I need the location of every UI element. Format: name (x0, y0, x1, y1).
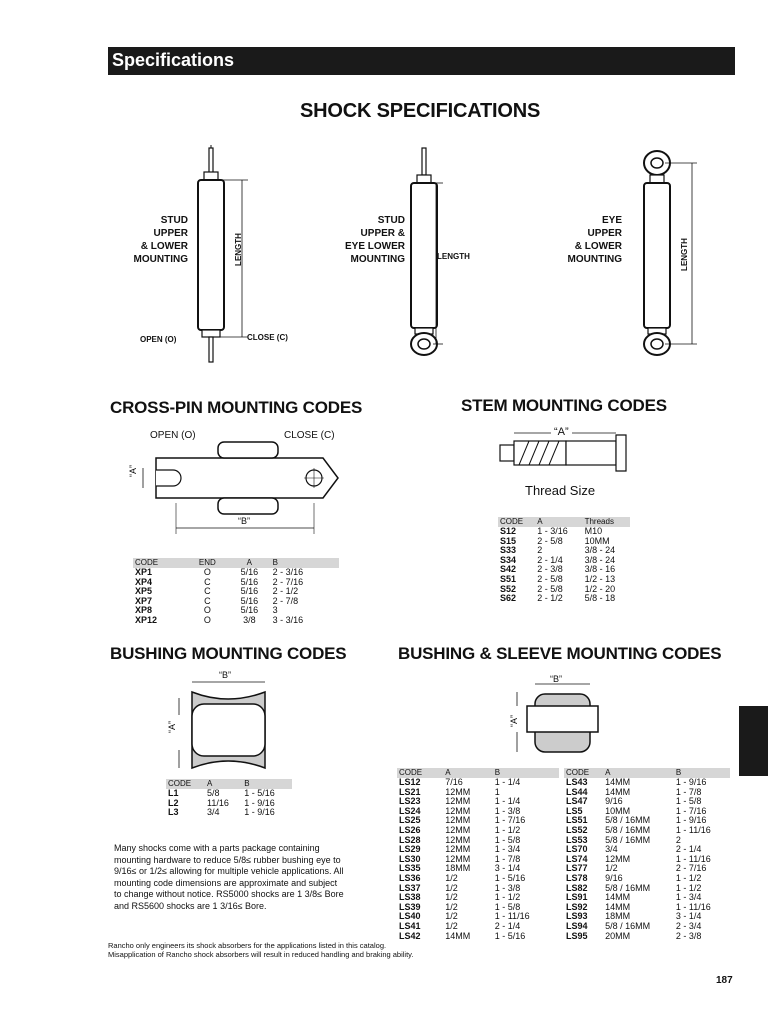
table-cell: 2 - 3/16 (272, 567, 304, 577)
table-cell: S62 (500, 593, 517, 604)
table-cell: 5/16 (240, 576, 259, 587)
table-cell: S15 (500, 535, 517, 546)
table-cell: 1 - 9/16 (675, 815, 707, 826)
table-cell: 1 - 9/16 (244, 797, 275, 808)
bushing-title: BUSHING MOUNTING CODES (110, 644, 347, 663)
table-row (166, 808, 292, 818)
table-row (397, 932, 559, 942)
table-cell: LS52 (566, 824, 588, 835)
table-row (397, 864, 559, 874)
table-cell: 9/16 (605, 796, 623, 807)
thread-size-label: Thread Size (525, 483, 596, 498)
stem-table (498, 517, 630, 604)
table-cell: 5/8 / 16MM (605, 920, 651, 931)
table-row (133, 587, 339, 597)
table-row (564, 864, 730, 874)
table-cell: XP4 (135, 576, 153, 587)
table-cell: LS30 (399, 853, 421, 864)
table-cell: S34 (500, 554, 517, 565)
table-cell: 1 - 3/4 (494, 844, 521, 855)
table-cell: L1 (168, 788, 179, 798)
table-cell: 1 - 11/16 (675, 901, 711, 912)
table-cell: 14MM (605, 901, 631, 912)
table-row (564, 922, 730, 932)
table-cell: O (203, 614, 211, 625)
table-cell: C (204, 576, 211, 587)
table-cell: C (204, 586, 211, 597)
table-row (564, 932, 730, 942)
table-row (397, 874, 559, 884)
table-cell: 1 - 5/16 (494, 872, 526, 883)
table-row (564, 788, 730, 798)
table-cell: 2 - 1/2 (272, 586, 299, 597)
table-cell: 14MM (605, 786, 631, 797)
table-cell: 12MM (445, 824, 471, 835)
table-cell: XP12 (135, 614, 158, 625)
table-cell: LS41 (399, 920, 421, 931)
shock-type-label: STUD UPPER & EYE LOWER MOUNTING (344, 215, 405, 265)
table-row (564, 778, 730, 788)
table-cell: 18MM (605, 911, 631, 922)
table-cell: XP7 (135, 595, 153, 606)
mounting-note: Many shocks come with a parts package containing mounting hardware to reduce 5/8≤ rubber bushing eye to 9/16≤ or 1/2≤ allowing for multiple vehicle applications. All mounting code dimensions are approximate and subject to change without notice. RS5000 shocks are 1 3/8≤ Bore and RS5600 shocks are 1 3/16≤ Bore. (114, 843, 344, 911)
table-cell: LS44 (566, 786, 588, 797)
table-cell: 5/16 (240, 605, 259, 616)
crosspin-a-label: “A” (128, 465, 138, 477)
column-header: CODE (397, 768, 443, 778)
table-cell: 3/4 (605, 844, 618, 855)
table-cell: 2 - 5/8 (537, 573, 563, 584)
table-cell: LS74 (566, 853, 588, 864)
table-cell: 3/8 - 16 (584, 564, 616, 575)
stem-a-label: “A” (551, 426, 572, 438)
table-cell: 2 - 7/16 (272, 576, 304, 587)
column-header: END (187, 558, 228, 568)
table-cell: 2 - 7/16 (675, 863, 707, 874)
table-cell: 1/2 - 20 (584, 583, 616, 594)
table-cell: S52 (500, 583, 517, 594)
table-cell: XP5 (135, 586, 153, 597)
shock-type-label: STUD UPPER & LOWER MOUNTING (133, 215, 188, 265)
table-cell: LS12 (399, 777, 421, 787)
table-cell: 1 - 1/2 (675, 872, 702, 883)
table-cell: 1 - 5/16 (244, 788, 275, 798)
table-cell: 1 - 9/16 (244, 807, 275, 818)
table-cell: 5/8 / 16MM (605, 815, 651, 826)
table-cell: 1 - 9/16 (675, 777, 707, 787)
table-cell: 1 - 5/8 (675, 796, 702, 807)
table-row (397, 826, 559, 836)
table-cell: 14MM (445, 930, 471, 941)
table-cell: 2 - 7/8 (272, 595, 299, 606)
table-cell: 1 - 7/16 (675, 805, 707, 816)
table-row (397, 816, 559, 826)
table-row (564, 884, 730, 894)
length-label: LENGTH (679, 238, 689, 271)
table-row (397, 884, 559, 894)
column-header: A (535, 517, 582, 527)
table-cell: 5/8 / 16MM (605, 824, 651, 835)
table-cell: 18MM (445, 863, 471, 874)
table-row (397, 893, 559, 903)
table-row (133, 616, 339, 626)
crosspin-b-label: “B” (238, 516, 250, 526)
table-cell: 2 - 1/4 (537, 554, 563, 565)
table-cell: 12MM (445, 815, 471, 826)
table-cell: 1 - 7/8 (494, 853, 521, 864)
table-cell: 5/8 / 16MM (605, 834, 651, 845)
column-header: B (271, 558, 339, 568)
table-cell: LS26 (399, 824, 421, 835)
table-cell: 2 - 3/4 (675, 920, 702, 931)
column-header: CODE (133, 558, 187, 568)
table-cell: 3/8 - 24 (584, 554, 616, 565)
column-header: CODE (166, 779, 205, 789)
table-cell: 1 - 3/8 (494, 805, 521, 816)
table-cell: XP8 (135, 605, 153, 616)
table-row (397, 778, 559, 788)
table-cell: 1 - 1/2 (675, 882, 702, 893)
table-cell: 12MM (445, 834, 471, 845)
table-cell: 1/2 (445, 901, 458, 912)
table-cell: 1 (494, 786, 500, 797)
disclaimer: Rancho only engineers its shock absorbers for the applications listed in this catalog. Misapplication of Rancho shock absorbers will result in reduced handling and braking ability. (108, 941, 414, 959)
table-cell: S51 (500, 573, 517, 584)
table-cell: LS92 (566, 901, 588, 912)
table-cell: LS23 (399, 796, 421, 807)
table-cell: 2 - 1/4 (675, 844, 702, 855)
table-cell: 1 - 5/8 (494, 901, 521, 912)
table-cell: LS24 (399, 805, 421, 816)
table-cell: 2 - 3/8 (537, 564, 563, 575)
table-cell: O (203, 605, 211, 616)
table-cell: 10MM (584, 535, 610, 546)
table-cell: 5/16 (240, 567, 259, 577)
table-cell: 1 - 11/16 (675, 853, 711, 864)
column-header: B (242, 779, 292, 789)
sleeve-b-label: “B” (550, 674, 562, 684)
column-header: A (228, 558, 271, 568)
table-cell: S33 (500, 545, 517, 556)
table-cell: LS36 (399, 872, 421, 883)
table-cell: 2 - 1/2 (537, 593, 563, 604)
table-row (397, 845, 559, 855)
table-cell: S42 (500, 564, 517, 575)
table-cell: LS77 (566, 863, 588, 874)
table-cell: 2 - 1/4 (494, 920, 521, 931)
table-cell: L2 (168, 797, 179, 808)
table-cell: C (204, 595, 211, 606)
table-row (498, 594, 630, 604)
table-row (397, 912, 559, 922)
table-cell: M10 (584, 526, 603, 536)
table-cell: 3/8 - 24 (584, 545, 616, 556)
table-cell: 10MM (605, 805, 631, 816)
table-cell: LS51 (566, 815, 588, 826)
table-row (133, 606, 339, 616)
table-cell: 1/2 - 13 (584, 573, 616, 584)
sleeve-a-label: “A” (509, 715, 519, 727)
table-cell: 1 - 11/16 (494, 911, 530, 922)
bushing-b-label: “B” (219, 670, 231, 680)
bushing-table (166, 779, 292, 818)
column-header: A (443, 768, 492, 778)
table-cell: LS39 (399, 901, 421, 912)
table-cell: 7/16 (445, 777, 463, 787)
table-cell: 12MM (445, 805, 471, 816)
bushing-a-label: “A” (167, 721, 177, 733)
table-row (397, 788, 559, 798)
table-row (397, 836, 559, 846)
table-cell: 12MM (445, 844, 471, 855)
sleeve-table-left (397, 768, 559, 941)
column-header: B (493, 768, 559, 778)
table-cell: 1 - 5/8 (494, 834, 521, 845)
table-row (564, 836, 730, 846)
table-cell: LS42 (399, 930, 421, 941)
crosspin-table (133, 558, 339, 626)
column-header: Threads (583, 517, 630, 527)
table-cell: LS35 (399, 863, 421, 874)
table-header-row (397, 768, 559, 778)
table-cell: LS78 (566, 872, 588, 883)
table-cell: 12MM (605, 853, 631, 864)
table-cell: 3 - 3/16 (272, 614, 304, 625)
table-cell: 5/8 (207, 788, 220, 798)
table-cell: LS38 (399, 892, 421, 903)
table-cell: LS93 (566, 911, 588, 922)
table-cell: 1 - 3/8 (494, 882, 521, 893)
table-cell: 1 - 1/4 (494, 777, 521, 787)
table-cell: 1 - 1/4 (494, 796, 521, 807)
table-cell: XP1 (135, 567, 153, 577)
table-cell: 5/8 / 16MM (605, 882, 651, 893)
table-row (397, 903, 559, 913)
table-row (133, 597, 339, 607)
table-cell: 3 - 1/4 (675, 911, 702, 922)
length-label: LENGTH (437, 252, 470, 261)
table-cell: 1 - 5/16 (494, 930, 526, 941)
table-row (397, 855, 559, 865)
column-header: A (205, 779, 242, 789)
table-cell: LS94 (566, 920, 588, 931)
page-number: 187 (716, 975, 733, 986)
crosspin-open-label: OPEN (O) (150, 430, 196, 441)
table-header-row (133, 558, 339, 568)
table-cell: 1 - 3/16 (537, 526, 568, 536)
table-cell: LS40 (399, 911, 421, 922)
table-cell: LS91 (566, 892, 588, 903)
close-label: CLOSE (C) (247, 333, 288, 342)
table-row (133, 578, 339, 588)
table-cell: 5/16 (240, 586, 259, 597)
table-cell: 12MM (445, 853, 471, 864)
table-cell: 1/2 (445, 892, 458, 903)
table-cell: 9/16 (605, 872, 623, 883)
length-label: LENGTH (233, 233, 243, 266)
table-cell: 14MM (605, 777, 631, 787)
table-cell: 1/2 (605, 863, 618, 874)
shock-specs-title: SHOCK SPECIFICATIONS (300, 100, 541, 122)
crosspin-title: CROSS-PIN MOUNTING CODES (110, 398, 363, 417)
table-cell: LS21 (399, 786, 421, 797)
table-cell: LS37 (399, 882, 421, 893)
table-cell: 1/2 (445, 872, 458, 883)
table-cell: 1/2 (445, 882, 458, 893)
table-cell: 1 - 7/16 (494, 815, 526, 826)
table-cell: LS5 (566, 805, 583, 816)
table-cell: 1 - 3/4 (675, 892, 702, 903)
section-title: Specifications (112, 50, 235, 70)
table-cell: 5/16 (240, 595, 259, 606)
table-cell: LS95 (566, 930, 588, 941)
table-cell: 2 - 5/8 (537, 535, 563, 546)
table-cell: 3/8 (243, 614, 256, 625)
table-cell: 2 (537, 545, 543, 556)
table-cell: 5/8 - 18 (584, 593, 616, 604)
sleeve-table-right (564, 768, 730, 941)
table-cell: LS25 (399, 815, 421, 826)
table-cell: LS70 (566, 844, 588, 855)
table-cell: 1 - 1/2 (494, 824, 521, 835)
table-row (564, 903, 730, 913)
table-cell: 1/2 (445, 920, 458, 931)
table-cell: 20MM (605, 930, 631, 941)
table-row (133, 568, 339, 578)
table-cell: 2 - 5/8 (537, 583, 563, 594)
table-cell: LS47 (566, 796, 588, 807)
sleeve-diagram (505, 672, 605, 762)
stem-title: STEM MOUNTING CODES (461, 396, 667, 415)
section-edge-tab (739, 706, 768, 776)
table-cell: L3 (168, 807, 179, 818)
column-header: CODE (564, 768, 603, 778)
table-cell: 3 (272, 605, 278, 616)
table-cell: 14MM (605, 892, 631, 903)
column-header: CODE (498, 517, 535, 527)
table-row (397, 922, 559, 932)
table-cell: 12MM (445, 796, 471, 807)
table-cell: LS53 (566, 834, 588, 845)
table-row (397, 797, 559, 807)
table-cell: 3/4 (207, 807, 220, 818)
sleeve-title: BUSHING & SLEEVE MOUNTING CODES (398, 644, 722, 663)
open-label: OPEN (O) (140, 335, 177, 344)
column-header: B (674, 768, 730, 778)
bushing-diagram (165, 670, 280, 780)
table-cell: 1 - 7/8 (675, 786, 702, 797)
table-cell: 1 - 1/2 (494, 892, 521, 903)
table-cell: 12MM (445, 786, 471, 797)
table-cell: 1/2 (445, 911, 458, 922)
crosspin-close-label: CLOSE (C) (284, 430, 335, 441)
table-cell: S12 (500, 526, 517, 536)
table-row (397, 807, 559, 817)
table-cell: LS82 (566, 882, 588, 893)
column-header: A (603, 768, 674, 778)
table-cell: LS28 (399, 834, 421, 845)
table-cell: 2 (675, 834, 681, 845)
table-cell: 3 - 1/4 (494, 863, 521, 874)
table-cell: LS29 (399, 844, 421, 855)
shock-diagram-eye-eye (635, 145, 705, 370)
table-row (498, 527, 630, 537)
table-cell: O (203, 567, 211, 577)
table-cell: 2 - 3/8 (675, 930, 702, 941)
table-cell: 11/16 (207, 797, 229, 808)
shock-type-label: EYE UPPER & LOWER MOUNTING (567, 215, 622, 265)
table-cell: LS43 (566, 777, 588, 787)
table-cell: 1 - 11/16 (675, 824, 711, 835)
section-header-band (108, 47, 735, 75)
